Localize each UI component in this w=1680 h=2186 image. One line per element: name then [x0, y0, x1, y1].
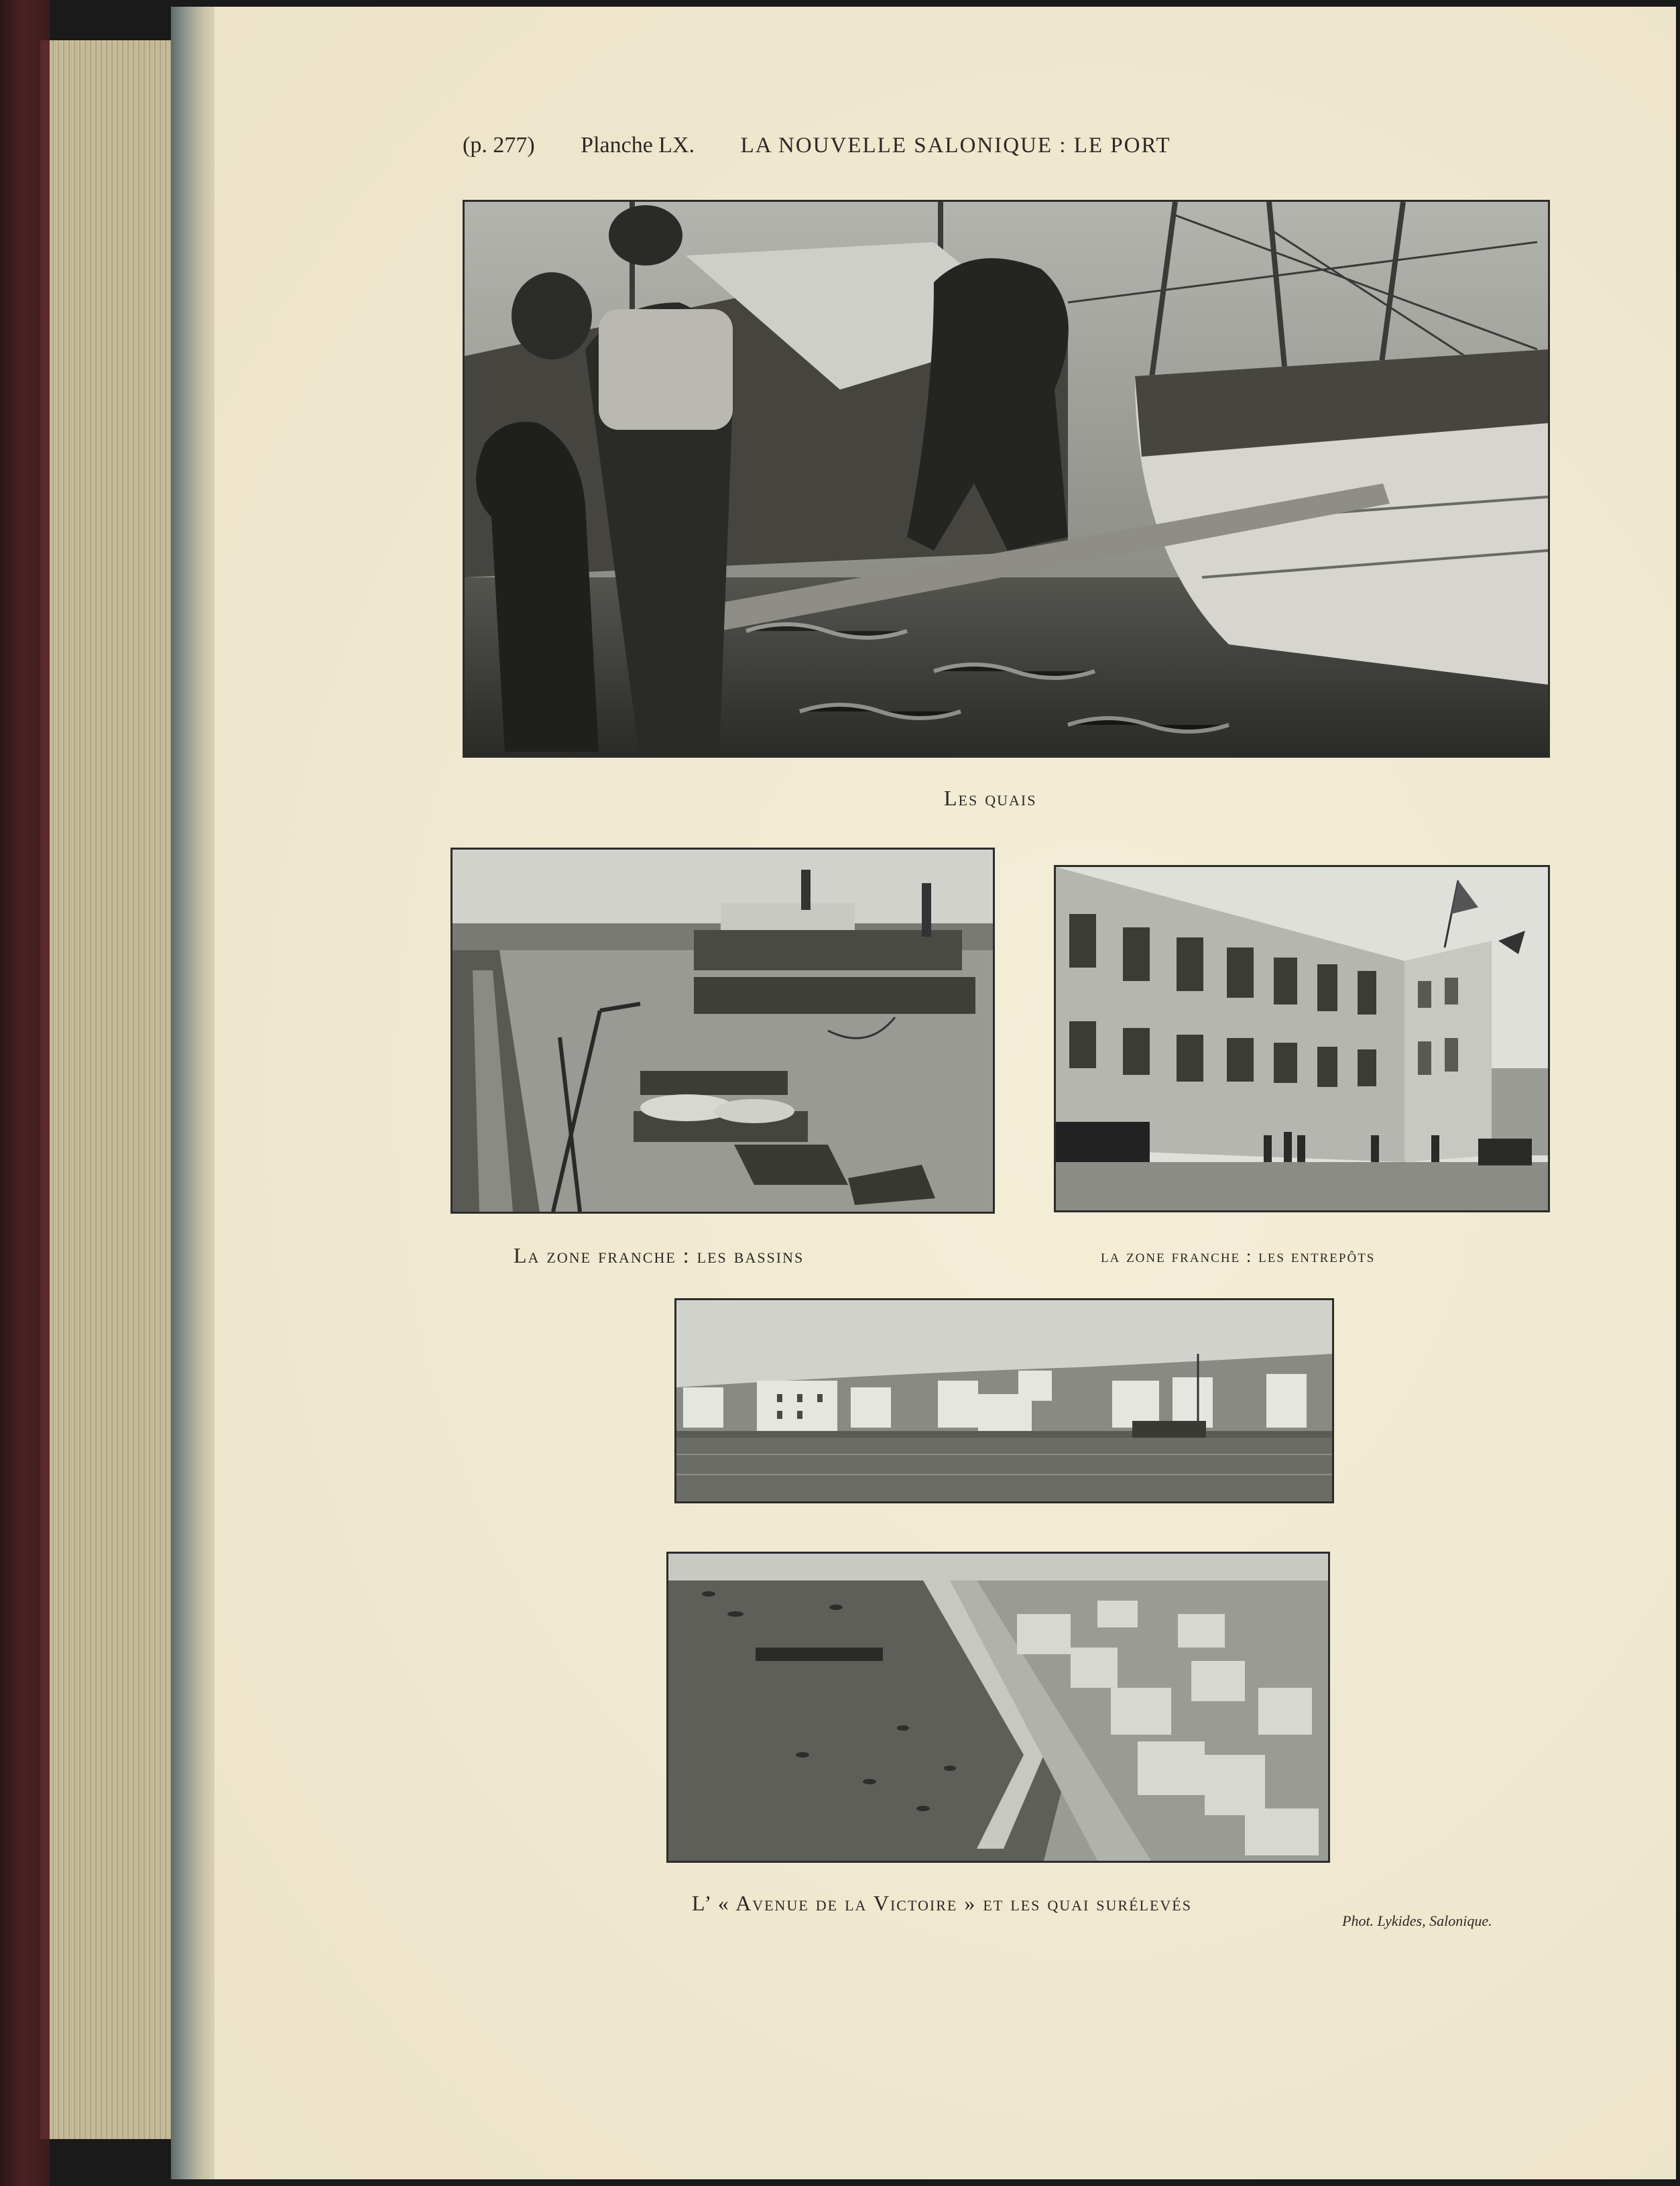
- photo-credit: Phot. Lykides, Salonique.: [1342, 1912, 1492, 1929]
- photo-panorama: [674, 1298, 1334, 1503]
- photo-avenue: [666, 1552, 1330, 1863]
- caption-avenue: L’ « Avenue de la Victoire » et les quai surélevés: [692, 1891, 1192, 1915]
- running-header: [463, 133, 1211, 158]
- page-reference: (p. 277): [463, 133, 535, 158]
- photo-entrepots: [1054, 865, 1550, 1212]
- photo-bassins: [451, 848, 995, 1214]
- caption-bassins: La zone franche : les bassins: [514, 1243, 804, 1267]
- photo-quais: [463, 200, 1550, 758]
- caption-quais: Les quais: [944, 786, 1037, 810]
- plate-title: LA NOUVELLE SALONIQUE : LE PORT: [740, 133, 1171, 158]
- plate-number: Planche LX.: [581, 133, 695, 158]
- caption-entrepots: la zone franche : les entrepôts: [1101, 1246, 1376, 1266]
- page-edges: [50, 40, 184, 2139]
